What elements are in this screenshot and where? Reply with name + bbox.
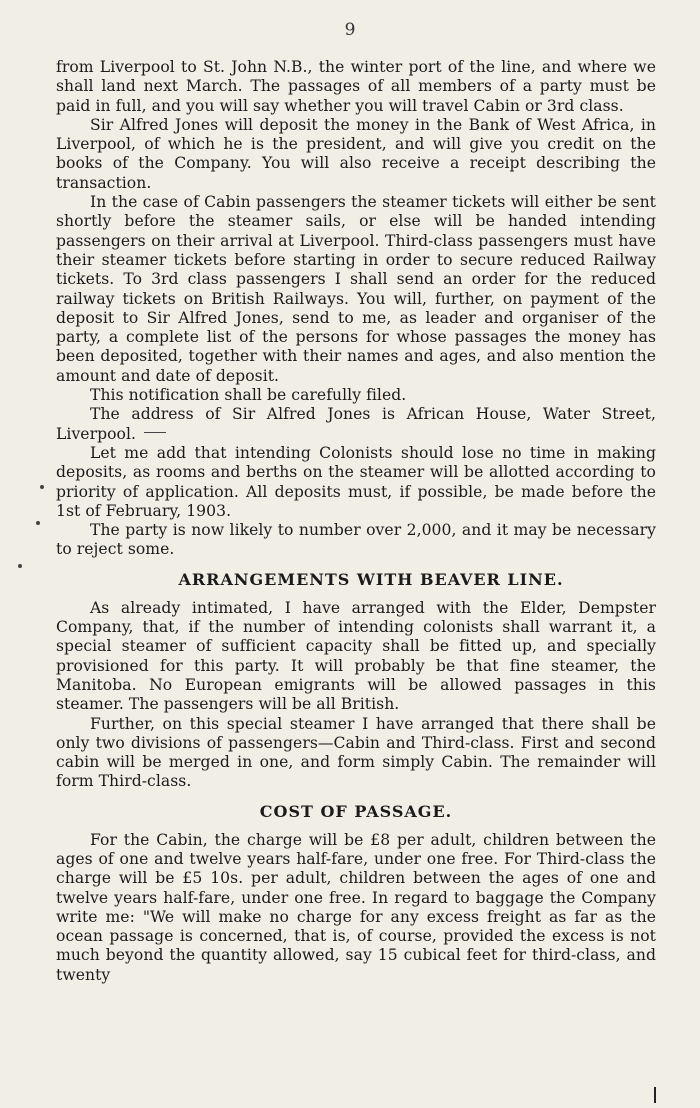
- paragraph: Further, on this special steamer I have arranged that there shall be only two divisions of passengers—Cabin and Third-class. First and second cabin will be merged in one, and form simply Cabin. The remainder will form Third-class.: [56, 714, 656, 791]
- paragraph: For the Cabin, the charge will be £8 per adult, children between the ages of one and twelve years half-fare, under one free. For Third-class the charge will be £5 10s. per adult, children between the ages of one and twelve years half-fare, under one free. In regard to baggage the Company write me: "We will make no charge for any excess freight as far as the ocean passage is concerned, that is, of course, provided the excess is not much beyond the quantity allowed, say 15 cubical feet for third-class, and twenty: [56, 830, 656, 984]
- paragraph: from Liverpool to St. John N.B., the winter port of the line, and where we shall land next March. The passages of all members of a party must be paid in full, and you will say whether you will travel Cabin or 3rd class.: [56, 58, 656, 115]
- margin-mark: [36, 521, 40, 525]
- paragraph: Sir Alfred Jones will deposit the money in the Bank of West Africa, in Liverpool, of which he is the president, and will give you credit on the books of the Company. You will also receive a receipt describing the transaction.: [56, 115, 656, 192]
- dash-rule: [144, 432, 166, 434]
- section-heading-arrangements: ARRANGEMENTS WITH BEAVER LINE.: [178, 569, 564, 589]
- paragraph: In the case of Cabin passengers the steamer tickets will either be sent shortly before the steamer sails, or else will be handed intending passengers on their arrival at Liverpool. Third-class passengers must have their steamer tickets before starting in order to secure reduced Railway tickets. To 3rd class passengers I shall send an order for the reduced railway tickets on British Railways. You will, further, on payment of the deposit to Sir Alfred Jones, send to me, as leader and organiser of the party, a complete list of the persons for whose passages the money has been deposited, together with their names and ages, and also mention the amount and date of deposit.: [56, 193, 656, 385]
- page-number: 9: [344, 20, 356, 40]
- section-heading-cost: COST OF PASSAGE.: [259, 801, 453, 821]
- margin-bar: [654, 1087, 656, 1103]
- paragraph: As already intimated, I have arranged with the Elder, Dempster Company, that, if the number of intending colonists shall warrant it, a special steamer of sufficient capacity shall be fitted up, and specially provisioned for this party. It will probably be that fine steamer, the Manitoba. No European emigrants will be allowed passages in this steamer. The passengers will be all British.: [56, 598, 656, 714]
- paragraph: This notification shall be carefully filed.: [90, 386, 407, 405]
- margin-mark: [18, 564, 22, 568]
- paragraph: Let me add that intending Colonists should lose no time in making deposits, as rooms and berths on the steamer will be allotted according to priority of application. All deposits must, if possible, be made before the 1st of February, 1903.: [56, 443, 656, 520]
- text-column: [56, 58, 656, 985]
- margin-mark: [40, 485, 44, 489]
- paragraph-address: [56, 405, 656, 444]
- paragraph: The party is now likely to number over 2,000, and it may be necessary to reject some.: [56, 521, 656, 559]
- address-text: The address of Sir Alfred Jones is African House, Water Street, Liverpool.: [56, 405, 656, 443]
